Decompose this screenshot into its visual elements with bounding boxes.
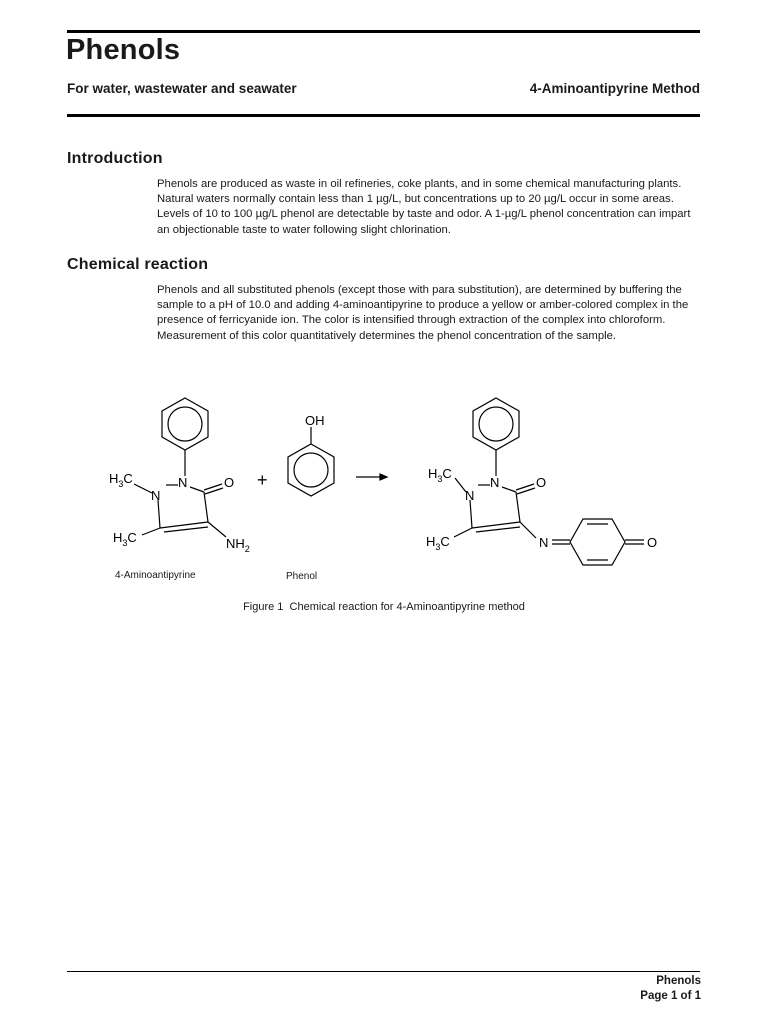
top-rule xyxy=(67,30,700,33)
subtitle-right: 4-Aminoantipyrine Method xyxy=(529,81,700,96)
left-pyrazolone-ring xyxy=(134,484,226,537)
reactant-1-label: 4-Aminoantipyrine xyxy=(115,570,196,581)
page-title: Phenols xyxy=(66,34,181,66)
quinone-ring xyxy=(570,519,644,565)
figure-caption: Figure 1 Chemical reaction for 4-Aminoantipyrine method xyxy=(243,601,525,613)
section-heading-chemical-reaction: Chemical reaction xyxy=(67,256,209,273)
reactant-2-label: Phenol xyxy=(286,571,318,582)
right-n1-label: N xyxy=(465,488,475,503)
left-n2-label: N xyxy=(178,475,188,490)
right-phenyl-ring xyxy=(473,398,519,476)
reaction-arrow xyxy=(356,474,387,480)
right-imine-n-label: N xyxy=(539,535,549,550)
left-phenyl-ring xyxy=(162,398,208,476)
left-carbonyl-o-label: O xyxy=(224,475,235,490)
plus-sign: + xyxy=(257,470,268,490)
section-body-introduction: Phenols are produced as waste in oil refineries, coke plants, and in some chemical manufacturing plants. Natural waters normally contain less than 1 µg/L, but concentrations up to 20 µg/L occur in some areas. Levels of 10 to 100 µg/L phenol are detectable by taste and odor. A 1-µg/L phenol concentration can impart an objectionable taste to water following slight chlorination. xyxy=(157,178,691,236)
right-quinone-o-label: O xyxy=(647,535,658,550)
section-heading-introduction: Introduction xyxy=(67,150,163,167)
right-methyl-1-label: $H_3C$ xyxy=(428,466,452,484)
reaction-figure xyxy=(100,388,680,593)
right-carbonyl-o-label: O xyxy=(536,475,547,490)
left-methyl-2-label: $H_3C$ xyxy=(113,530,137,548)
reaction-diagram xyxy=(100,388,680,588)
section-body-chemical-reaction: Phenols and all substituted phenols (except those with para substitution), are determined by buffering the sample to a pH of 10.0 and adding 4-aminoantipyrine to produce a yellow or amber-colored complex in the presence of ferricyanide ion. The color is intensified through extraction of the complex into chloroform. Measurement of this color quantitatively determines the phenol concentration of the sample. xyxy=(157,284,689,342)
header-rule xyxy=(67,114,700,117)
left-methyl-1-label: $H_3C$ xyxy=(109,471,133,489)
right-n2-label: N xyxy=(490,475,500,490)
right-methyl-2-label: $H_3C$ xyxy=(426,534,450,552)
footer-page-number: Page 1 of 1 xyxy=(640,990,701,1002)
subtitle-left: For water, wastewater and seawater xyxy=(67,81,297,96)
phenol-ring xyxy=(288,427,334,496)
footer-rule xyxy=(67,971,700,972)
phenol-oh-label: OH xyxy=(305,413,325,428)
footer-doc-name: Phenols xyxy=(656,975,701,987)
left-amine-label: $NH_2$ xyxy=(226,536,250,554)
left-n1-label: N xyxy=(151,488,161,503)
